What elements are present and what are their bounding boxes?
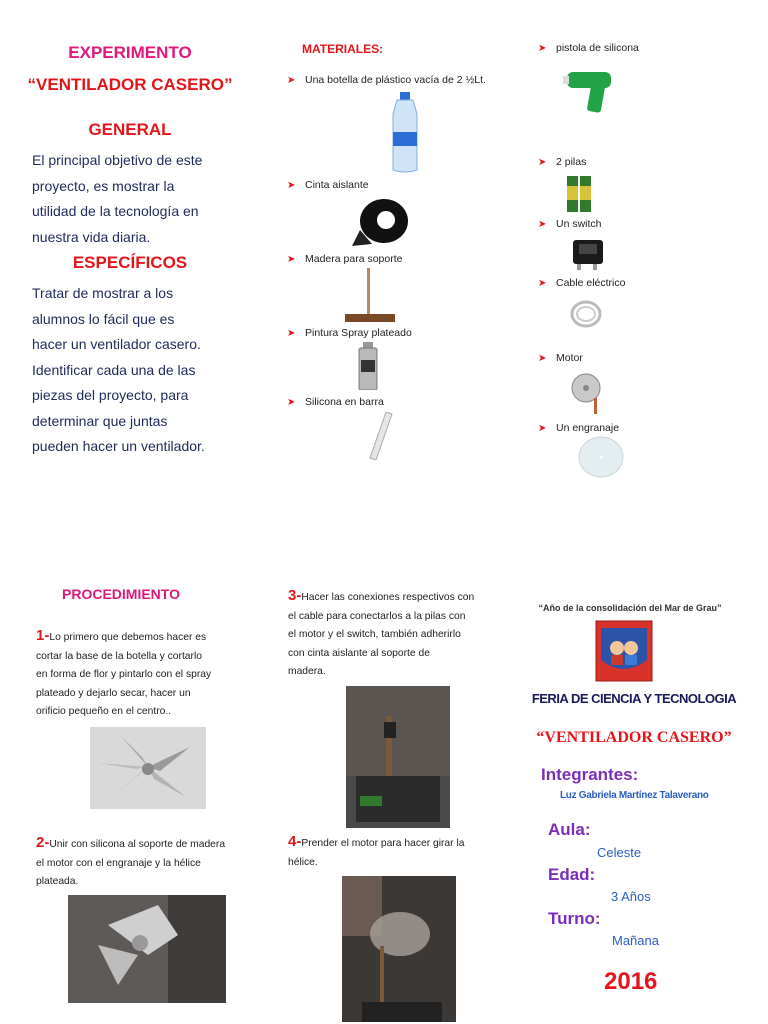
gear-disc-image (578, 436, 624, 478)
step-number: 1- (36, 627, 50, 644)
glue-gun-image (563, 64, 619, 114)
material-item: ➤ 2 pilas (538, 156, 587, 168)
general-text (32, 148, 220, 250)
water-bottle-image (385, 92, 425, 174)
material-item: ➤ Una botella de plástico vacía de 2 ½Lt. (287, 74, 486, 86)
year-motto: “Año de la consolidación del Mar de Grau” (538, 603, 722, 613)
arrow-icon: ➤ (538, 277, 547, 289)
text-line: proyecto, es mostrar la (32, 177, 175, 194)
material-item: ➤ Un switch (538, 218, 602, 230)
text-line: piezas del proyecto, para (32, 387, 189, 403)
arrow-icon: ➤ (287, 327, 296, 339)
specific-text (32, 281, 220, 460)
silicone-stick-image (368, 412, 394, 460)
arrow-icon: ➤ (287, 253, 296, 265)
material-item: ➤ Silicona en barra (287, 396, 384, 408)
age-label: Edad: (548, 865, 596, 884)
batteries-image (566, 174, 592, 214)
flower-bottle-photo (90, 727, 206, 809)
project-title: “VENTILADOR CASERO” (536, 729, 732, 746)
shift-value: Mañana (612, 933, 659, 948)
class-value: Celeste (597, 845, 642, 860)
text-line: El principal objetivo de este (32, 152, 203, 168)
title-experimento: EXPERIMENTO (68, 43, 192, 62)
procedure-step-3: 3-Hacer las conexiones respectivos con el cable para conectarlos a la pilas con el motor y el switch, también adherirlo con cinta aislante al soporte de madera. (288, 587, 475, 677)
shift-label: Turno: (548, 909, 601, 928)
spinning-fan-photo (342, 876, 456, 1022)
arrow-icon: ➤ (287, 396, 296, 408)
arrow-icon: ➤ (287, 74, 296, 86)
step-number: 2- (36, 834, 50, 851)
text-line: Tratar de mostrar a los (32, 285, 174, 301)
material-item: ➤ Un engranaje (538, 422, 620, 434)
fair-title: FERIA DE CIENCIA Y TECNOLOGIA (531, 691, 737, 706)
class-label: Aula: (548, 820, 591, 839)
age-value: 3 Años (611, 889, 651, 904)
arrow-icon: ➤ (538, 42, 547, 54)
procedure-heading: PROCEDIMIENTO (62, 586, 180, 602)
text-line: nuestra vida diaria. (32, 228, 151, 245)
procedure-step-4: 4-Prender el motor para hacer girar la hélice. (288, 833, 465, 868)
motor-helix-photo (68, 895, 226, 1003)
step-number: 4- (288, 833, 302, 850)
arrow-icon: ➤ (538, 352, 547, 364)
text-line: pueden hacer un ventilador. (32, 438, 205, 454)
text-line: utilidad de la tecnología en (32, 203, 199, 219)
spray-can-image (357, 342, 379, 390)
wood-support-image (345, 268, 395, 326)
text-line: Identificar cada una de las (32, 361, 196, 378)
text-line: determinar que juntas (32, 412, 168, 429)
material-item: ➤ Madera para soporte (287, 253, 403, 265)
text-line: hacer un ventilador casero. (32, 336, 201, 352)
cable-image (568, 296, 604, 332)
arrow-icon: ➤ (287, 179, 296, 191)
material-item: ➤ Cinta aislante (287, 179, 369, 191)
material-item: ➤ Pintura Spray plateado (287, 327, 412, 339)
arrow-icon: ➤ (538, 422, 547, 434)
arrow-icon: ➤ (538, 218, 547, 230)
members-label: Integrantes: (541, 765, 639, 784)
tape-roll-image (350, 194, 410, 252)
arrow-icon: ➤ (538, 156, 547, 168)
member-name: Luz Gabriela Martínez Talaverano (560, 790, 709, 801)
procedure-step-2: 2-Unir con silicona al soporte de madera el motor con el engranaje y la hélice plateada. (36, 834, 226, 887)
connections-photo (346, 686, 450, 828)
general-heading: GENERAL (88, 120, 172, 139)
material-item: ➤ pistola de silicona (538, 42, 639, 54)
motor-image (568, 370, 608, 414)
school-crest-logo (595, 620, 653, 682)
step-number: 3- (288, 587, 302, 604)
switch-image (569, 234, 607, 270)
procedure-step-1: 1-Lo primero que debemos hacer es cortar la base de la botella y cortarlo en forma de flor y pintarlo con el spray plateado y dejarlo secar, hacer un orificio pequeño en el centro.. (36, 627, 212, 717)
material-item: ➤ Motor (538, 352, 583, 364)
material-item: ➤ Cable eléctrico (538, 277, 626, 289)
text-line: alumnos lo fácil que es (32, 310, 175, 327)
title-ventilador: “VENTILADOR CASERO” (27, 75, 233, 94)
specific-heading: ESPECÍFICOS (72, 253, 188, 272)
year-label: 2016 (604, 968, 658, 995)
materials-heading: MATERIALES: (302, 42, 384, 56)
